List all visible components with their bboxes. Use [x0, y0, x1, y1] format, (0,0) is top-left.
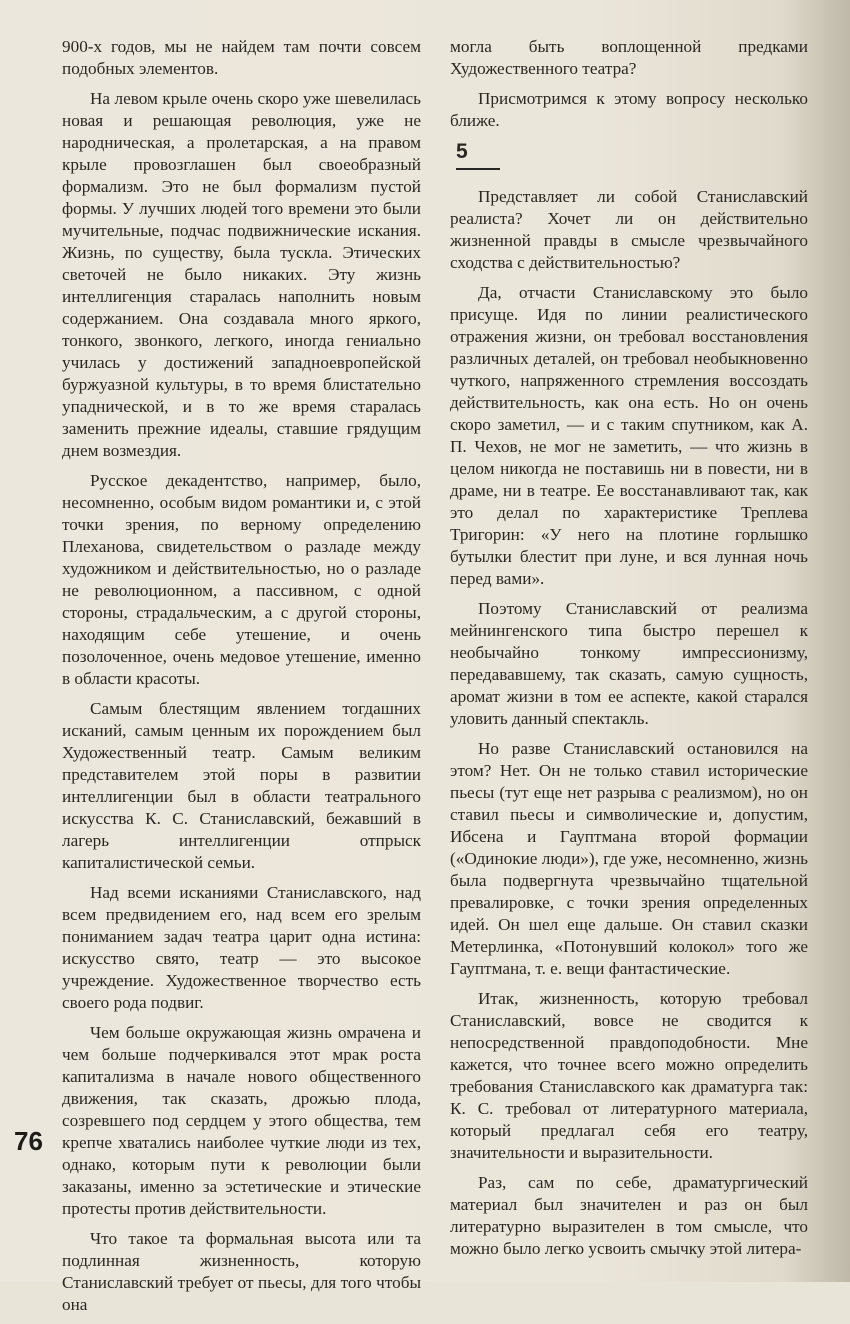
paragraph: Итак, жизненность, которую требовал Станиславский, вовсе не сводится к непосредственной правдоподобности. Мне кажется, что точнее всего можно определить требования Станиславского как драматурга так: К. С. требовал от литературного материала, который предлагал себя его театру, значительности и выразительности. [450, 989, 808, 1162]
paragraph: Над всеми исканиями Станиславского, над всем предвидением его, над всем его зрелым пониманием задач театра царит одна истина: искусство свято, театр — это высокое учреждение. Художественное творчество есть своего рода подвиг. [62, 883, 421, 1012]
paragraph: Что такое та формальная высота или та подлинная жизненность, которую Станиславский требует от пьесы, для того чтобы она [62, 1229, 421, 1314]
paragraph: Поэтому Станиславский от реализма мейнингенского типа быстро перешел к необычайно тонкому импрессионизму, передававшему, так сказать, самую сущность, аромат жизни в том ее аспекте, какой старался уловить данный спектакль. [450, 599, 808, 728]
paragraph: могла быть воплощенной предками Художественного театра? [450, 37, 808, 78]
paragraph: 900-х годов, мы не найдем там почти совсем подобных элементов. [62, 37, 421, 78]
paragraph: Представляет ли собой Станиславский реалиста? Хочет ли он действительно жизненной правды в смысле чрезвычайного сходства с действительностью? [450, 187, 808, 272]
paragraph: Самым блестящим явлением тогдашних исканий, самым ценным их порождением был Художественный театр. Самым великим представителем этой поры в развитии интеллигенции был в области театрального искусства К. С. Станиславский, бежавший в лагерь интеллигенции отпрыск капиталистической семьи. [62, 699, 421, 872]
left-column [62, 36, 421, 1324]
paragraph: Раз, сам по себе, драматургический материал был значителен и раз он был литературно выразителен в том смысле, что можно было легко усвоить смычку этой литера- [450, 1173, 808, 1258]
paragraph: На левом крыле очень скоро уже шевелилась новая и решающая революция, уже не народническая, а пролетарская, а на правом крыле провозглашен был своеобразный формализм. Это не был формализм пустой формы. У лучших людей того времени это были мучительные, подчас подвижнические искания. Жизнь, по существу, была тускла. Этических светочей не было никаких. Эту жизнь интеллигенция старалась наполнить новым содержанием. Она создавала много яркого, тонкого, звонкого, легкого, иногда гениально училась у достижений западноевропейской буржуазной культуры, в то время блистательно упаднической, и в то же время старалась заменить прежние идеалы, ставшие грядущим днем возмездия. [62, 89, 421, 460]
section-number: 5 [456, 140, 500, 170]
paragraph: Чем больше окружающая жизнь омрачена и чем больше подчеркивался этот мрак роста капитализма в начале нового общественного движения, так сказать, дрожью плода, созревшего под сердцем у этого общества, тем крепче хватались наиболее чуткие люди из тех, однако, которым пути к революции были заказаны, именно за эстетические и этические протесты против действительности. [62, 1023, 421, 1218]
paragraph: Присмотримся к этому вопросу несколько ближе. [450, 89, 808, 130]
right-column [450, 36, 808, 1268]
page-number: 76 [14, 1126, 43, 1156]
paragraph: Русское декадентство, например, было, несомненно, особым видом романтики и, с этой точки зрения, по верному определению Плеханова, свидетельством о разладе между художником и действительностью, но о разладе не революционном, а пассивном, с одной стороны, страдальческим, а с другой стороны, находящим себе утешение, и очень позолоченное, очень медовое утешение, именно в области красоты. [62, 471, 421, 688]
paragraph: Да, отчасти Станиславскому это было присуще. Идя по линии реалистического отражения жизни, он требовал восстановления различных деталей, он требовал необыкновенно чуткого, напряженного стремления воссоздать действительность, как она есть. Но он очень скоро заметил, — и с таким спутником, как А. П. Чехов, не мог не заметить, — что жизнь в целом никогда не поставишь ни в повести, ни в драме, ни в театре. Ее восстанавливают так, как это делал по характеристике Треплева Тригорин: «У него на плотине горлышко бутылки блестит при луне, и вся лунная ночь перед вами». [450, 283, 808, 588]
paragraph: Но разве Станиславский остановился на этом? Нет. Он не только ставил исторические пьесы (тут еще нет разрыва с реализмом), но он ставил пьесы и символические и, допустим, Ибсена и Гауптмана второй формации («Одинокие люди»), где уже, несомненно, жизнь была подвергнута чрезвычайно тщательной превалировке, с точки зрения определенных идей. Он шел еще дальше. Он ставил сказки Метерлинка, «Потонувший колокол» того же Гауптмана, т. е. вещи фантастические. [450, 739, 808, 978]
